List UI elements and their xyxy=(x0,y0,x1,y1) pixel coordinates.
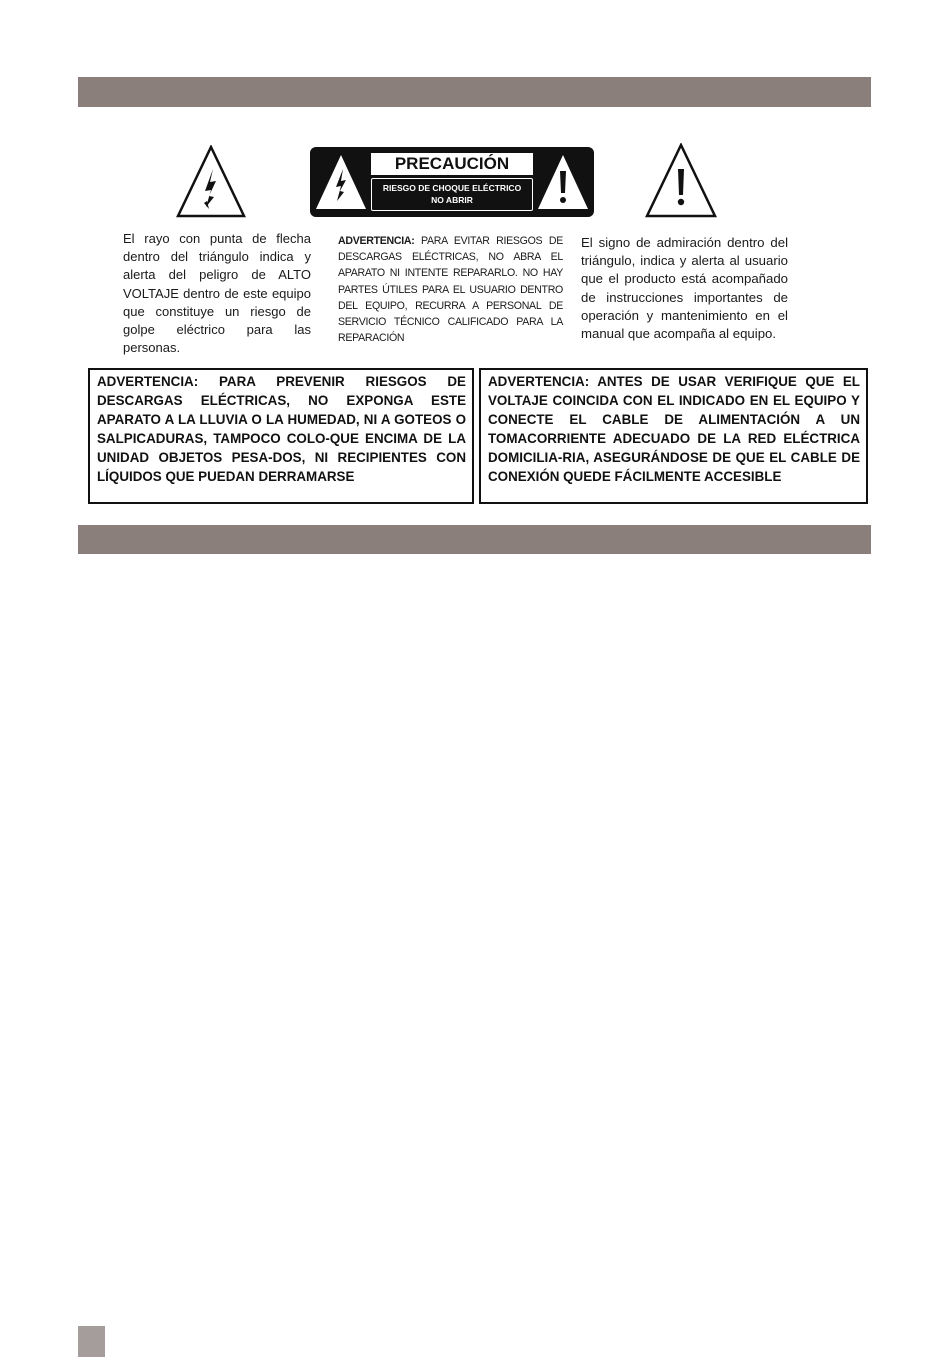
center-warning-prefix: ADVERTENCIA: xyxy=(338,235,415,247)
warning-box-voltage: ADVERTENCIA: ANTES DE USAR VERIFIQUE QUE EL VOLTAJE COINCIDA CON EL INDICADO EN EL EQUIPO Y CONECTE EL CABLE DE ALIMENTACIÓN A UN TOMACORRIENTE ADECUADO DE LA RED ELÉCTRICA DOMICILIA-RIA, ASEGURÁNDOSE DE QUE EL CABLE DE CONEXIÓN QUEDE FÁCILMENTE ACCESIBLE xyxy=(479,368,868,504)
caution-subtitle-line1: RIESGO DE CHOQUE ELÉCTRICO xyxy=(382,183,522,193)
page-number-marker xyxy=(78,1326,105,1357)
center-warning-body: PARA EVITAR RIESGOS DE DESCARGAS ELÉCTRICAS, NO ABRA EL APARATO NI INTENTE REPARARLO. NO HAY PARTES ÚTILES PARA EL USUARIO DENTRO DEL EQUIPO, RECURRA A PERSONAL DE SERVICIO TÉCNICO CALIFICADO PARA LA REPARACIÓN xyxy=(338,235,563,345)
lightning-triangle-icon xyxy=(313,153,368,211)
lightning-description: El rayo con punta de flecha dentro del triángulo indica y alerta del peligro de ALTO VOLTAJE dentro de este equipo que constituye un riesgo de golpe eléctrico para las personas. xyxy=(123,231,311,356)
center-warning-description xyxy=(338,233,563,346)
exclamation-description: El signo de admiración dentro del triángulo, indica y alerta al usuario que el producto está acompañado de instrucciones importantes de operación y mantenimiento en el manual que acompaña al equipo. xyxy=(581,235,788,342)
caution-title: PRECAUCIÓN xyxy=(371,153,533,175)
caution-subtitle-line2: NO ABRIR xyxy=(431,195,473,205)
caution-label xyxy=(310,147,594,217)
section-header-bar xyxy=(78,77,871,107)
lightning-triangle-icon xyxy=(176,145,246,218)
exclamation-triangle-icon xyxy=(536,153,591,211)
caution-subtitle xyxy=(371,178,533,211)
warning-box-moisture: ADVERTENCIA: PARA PREVENIR RIESGOS DE DESCARGAS ELÉCTRICAS, NO EXPONGA ESTE APARATO A LA LLUVIA O LA HUMEDAD, NI A GOTEOS O SALPICADURAS, TAMPOCO COLO-QUE ENCIMA DE LA UNIDAD OBJETOS PESA-DOS, NI RECIPIENTES CON LÍQUIDOS QUE PUEDAN DERRAMARSE xyxy=(88,368,474,504)
exclamation-triangle-icon xyxy=(645,143,717,218)
section-header-bar xyxy=(78,525,871,554)
